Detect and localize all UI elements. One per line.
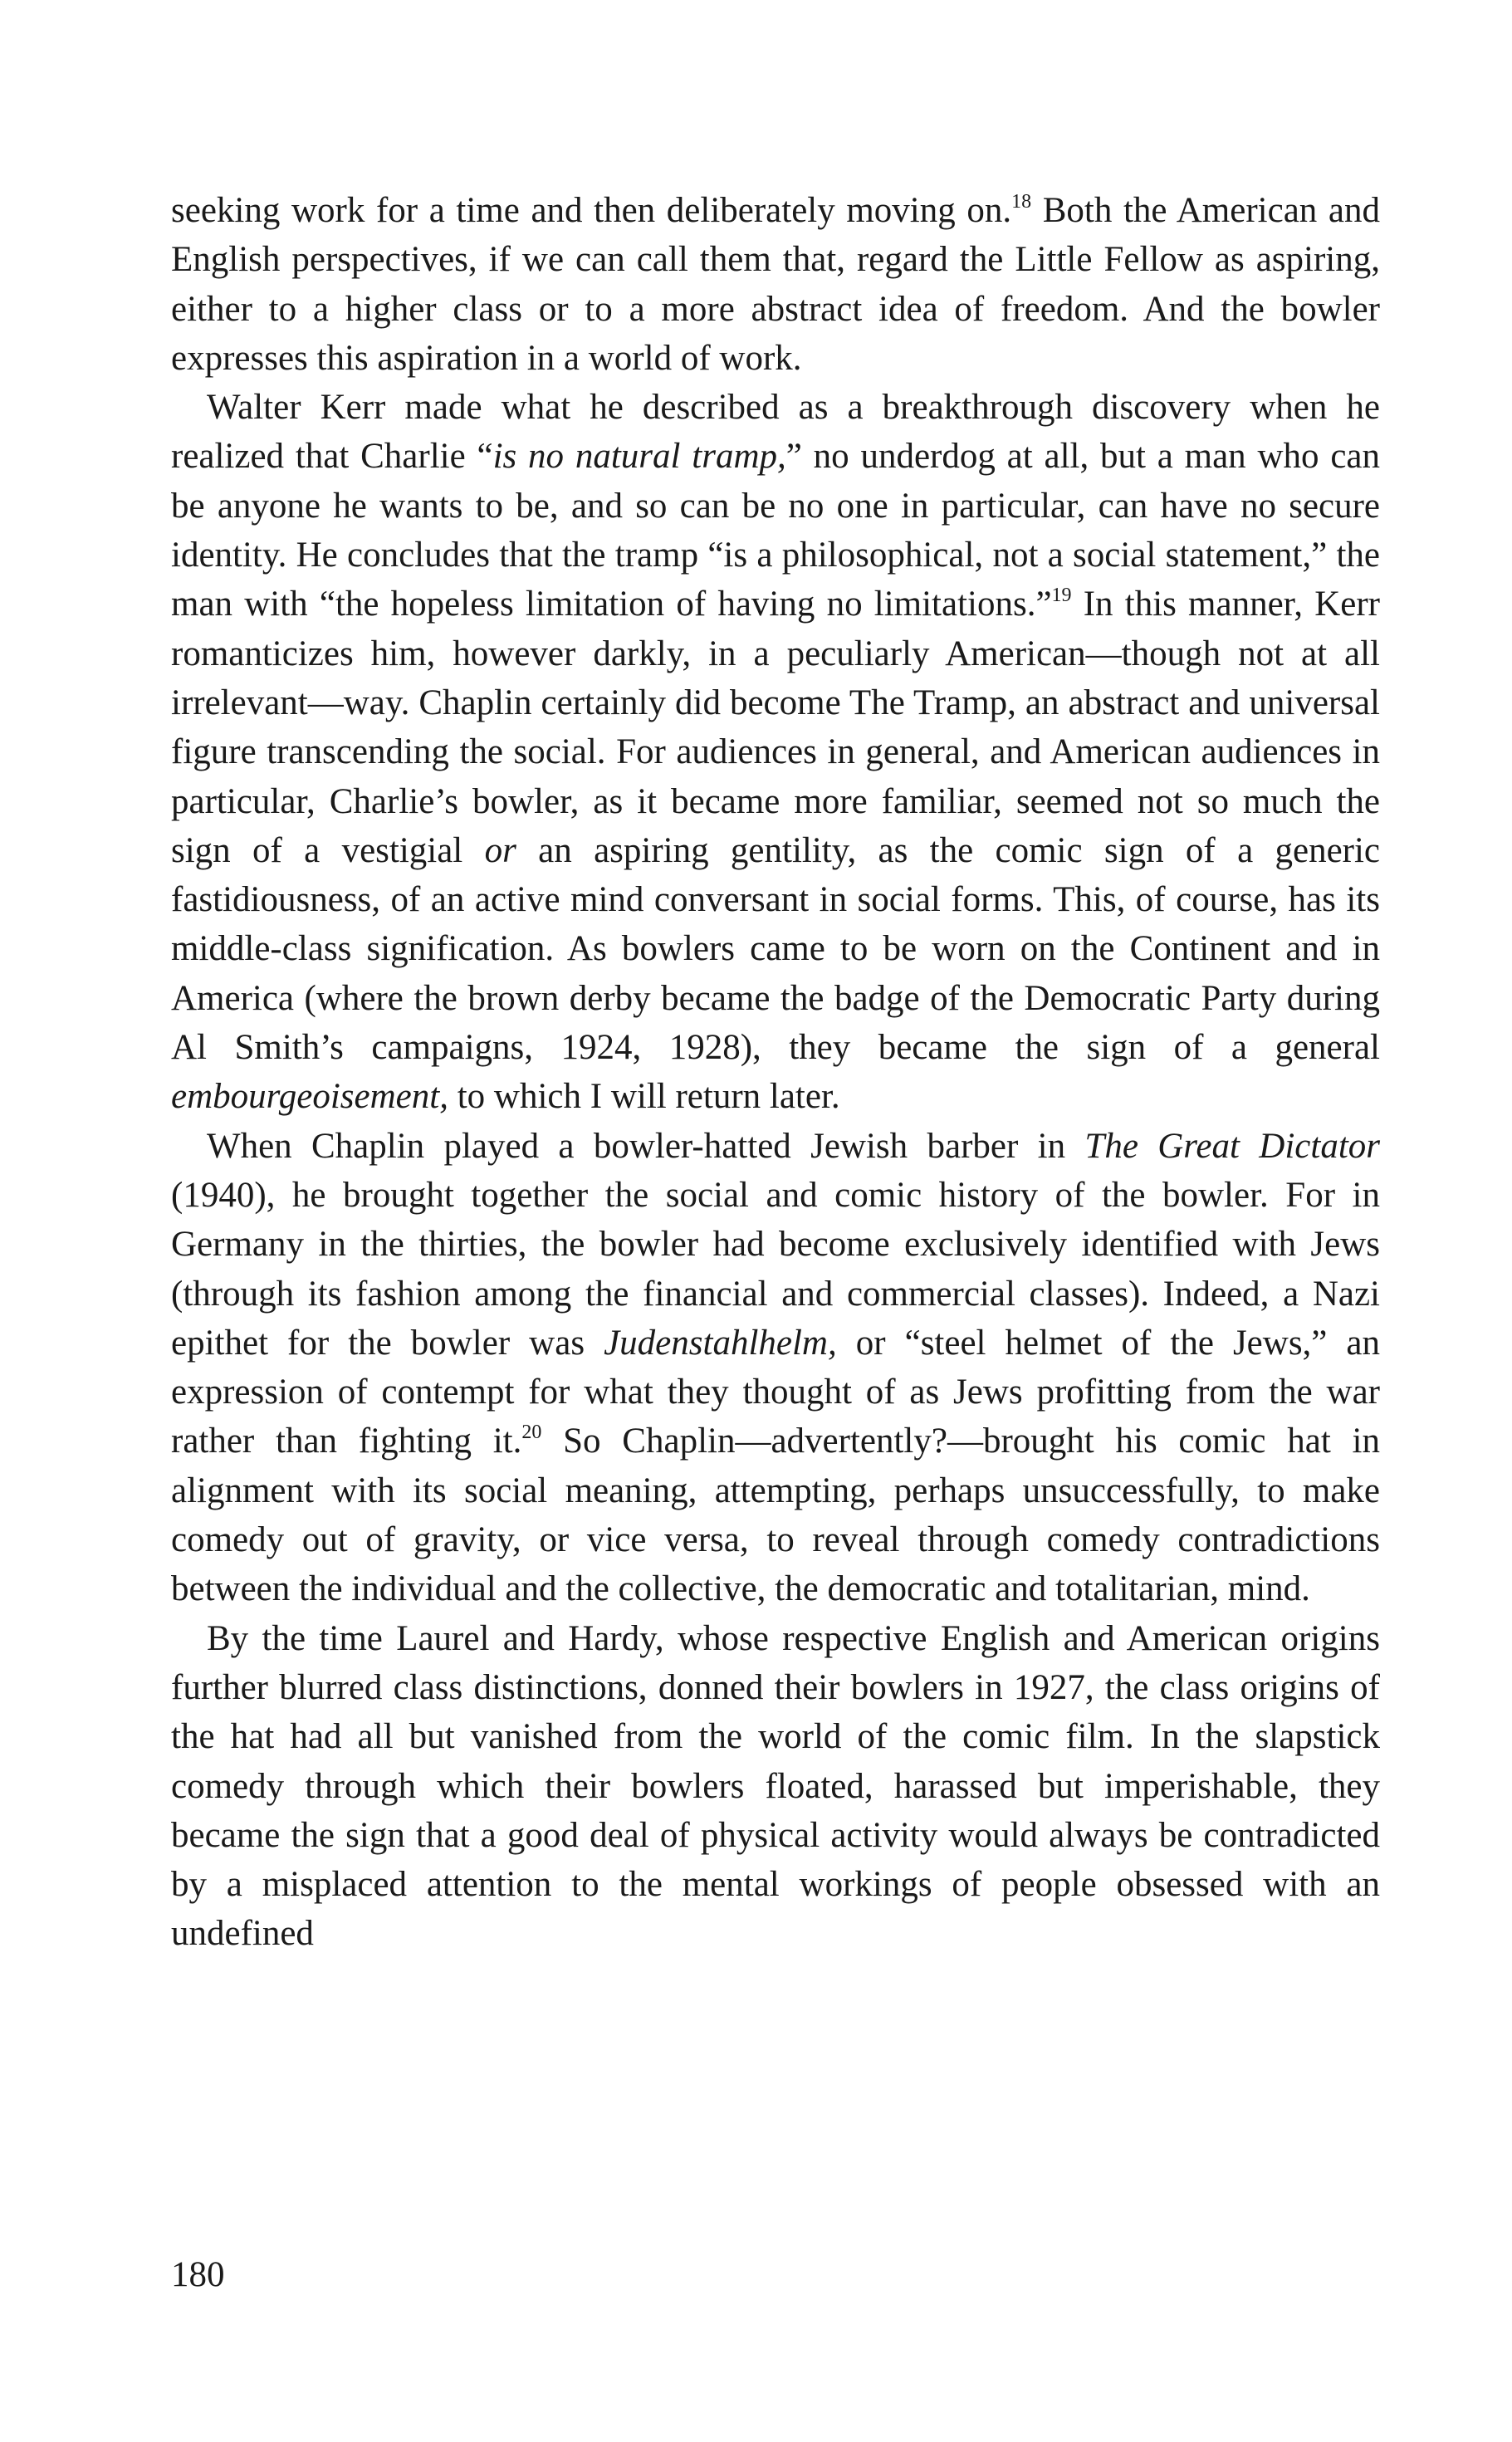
italic-text: Judenstahlhelm, <box>604 1323 837 1363</box>
text-run: By the time Laurel and Hardy, whose respective English and American origins further blurred class distinctions, donned their bowlers in 1927, the class origins of the hat had all but vanished from the world of the comic film. In the slapstick comedy through which their bowlers floated, harassed but imperishable, they became the sign that a good deal of physical activity would always be contradicted by a misplaced attention to the mental workings of people obsessed with an undefined <box>171 1618 1380 1954</box>
italic-text: or <box>484 830 516 870</box>
text-run: Both the American and English perspectives, if we can call them that, regard the Little Fellow as aspiring, either to a higher class or to a more abstract idea of freedom. And the bowler expresses this aspiration in a world of work. <box>171 191 1380 378</box>
footnote-marker: 18 <box>1011 191 1032 213</box>
text-run: ” no underdog at all, but a man who can be anyone he wants to be, and so can be no one in particular, can have no secure identity. He concludes that the tramp “is a philosophical, not a social statement,” the man with “the hopeless limitation of having no limitations.” <box>171 437 1380 624</box>
text-run: Walter Kerr made what he described as a breakthrough discovery when he realized that Charlie “ <box>171 388 1380 477</box>
text-run: So Chaplin—advertently?—brought his comic hat in alignment with its social meaning, attempting, perhaps unsuccessfully, to make comedy out of gravity, or vice versa, to reveal through comedy contradictions between the individual and the collective, the democratic and totalitarian, mind. <box>171 1422 1380 1609</box>
text-run: or “steel helmet of the Jews,” an expression of contempt for what they thought of as Jews profitting from the war rather than fighting it. <box>171 1323 1381 1461</box>
text-run: seeking work for a time and then deliberately moving on. <box>171 191 1012 230</box>
page-number: 180 <box>171 2255 225 2294</box>
body-text <box>171 186 1380 1959</box>
text-run: When Chaplin played a bowler-hatted Jewish barber in <box>207 1126 1085 1166</box>
text-run: an aspiring gentility, as the comic sign of a generic fastidiousness, of an active mind conversant in social forms. This, of course, has its middle-class signification. As bowlers came to be worn on the Continent and in America (where the brown derby became the badge of the Democratic Party during Al Smith’s campaigns, 1924, 1928), they became the sign of a general <box>171 830 1381 1068</box>
italic-text: The Great Dictator <box>1084 1126 1380 1166</box>
paragraph <box>171 1122 1380 1614</box>
text-run: In this manner, Kerr romanticizes him, however darkly, in a peculiarly American—though not at all irrelevant—way. Chaplin certainly did become The Tramp, an abstract and universal figure transcending the social. For audiences in general, and American audiences in particular, Charlie’s bowler, as it became more familiar, seemed not so much the sign of a vestigial <box>171 585 1380 870</box>
italic-text: embourgeoisement, <box>171 1077 448 1117</box>
paragraph <box>171 186 1380 383</box>
paragraph <box>171 383 1380 1121</box>
footnote-marker: 20 <box>521 1422 542 1444</box>
footnote-marker: 19 <box>1051 585 1072 607</box>
text-run: to which I will return later. <box>448 1077 840 1117</box>
paragraph <box>171 1614 1380 1959</box>
italic-text: is no natural tramp, <box>492 437 786 477</box>
text-run: (1940), he brought together the social and comic history of the bowler. For in Germany in the thirties, the bowler had become exclusively identified with Jews (through its fashion among the financial and commercial classes). Indeed, a Nazi epithet for the bowler was <box>171 1175 1380 1363</box>
